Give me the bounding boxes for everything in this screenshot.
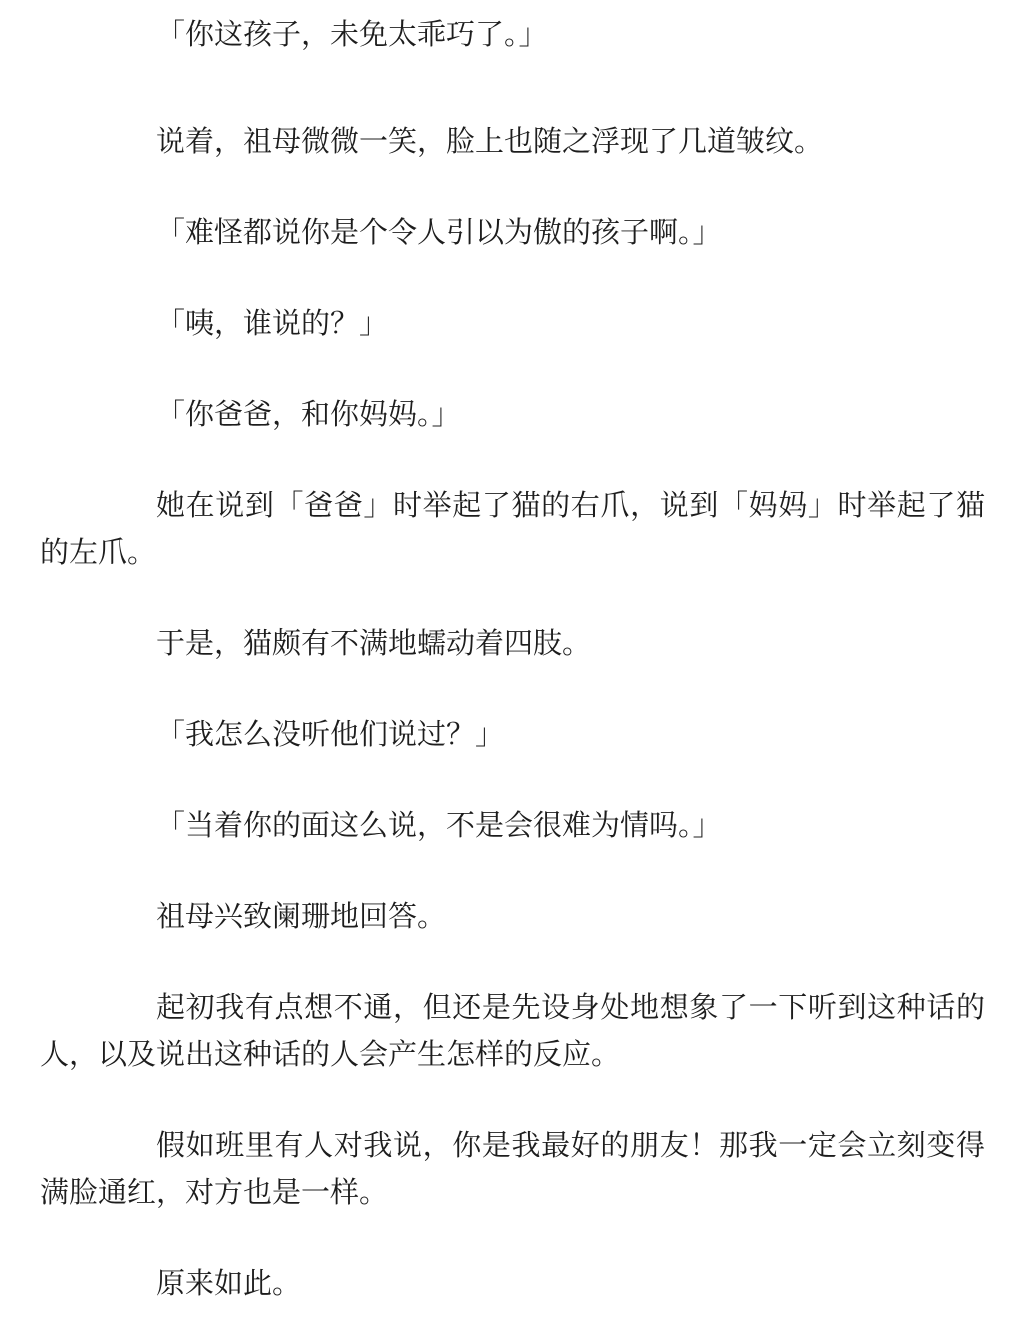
paragraph-11: 起初我有点想不通，但还是先设身处地想象了一下听到这种话的人，以及说出这种话的人会产生怎样的反应。 bbox=[40, 992, 985, 1071]
paragraph-6: 她在说到「爸爸」时举起了猫的右爪，说到「妈妈」时举起了猫的左爪。 bbox=[40, 490, 985, 569]
paragraph-13: 原来如此。 bbox=[156, 1268, 302, 1300]
paragraph-2: 说着，祖母微微一笑，脸上也随之浮现了几道皱纹。 bbox=[156, 126, 824, 158]
paragraph-7: 于是，猫颇有不满地蠕动着四肢。 bbox=[156, 628, 592, 660]
paragraph-8: 「我怎么没听他们说过？」 bbox=[156, 719, 505, 751]
paragraph-10: 祖母兴致阑珊地回答。 bbox=[156, 901, 447, 933]
paragraph-3: 「难怪都说你是个令人引以为傲的孩子啊。」 bbox=[156, 217, 722, 249]
paragraph-12: 假如班里有人对我说，你是我最好的朋友！那我一定会立刻变得满脸通红，对方也是一样。 bbox=[40, 1130, 985, 1209]
paragraph-4: 「咦，谁说的？」 bbox=[156, 308, 389, 340]
paragraph-5: 「你爸爸，和你妈妈。」 bbox=[156, 399, 461, 431]
paragraph-1: 「你这孩子，未免太乖巧了。」 bbox=[156, 19, 548, 51]
paragraph-9: 「当着你的面这么说，不是会很难为情吗。」 bbox=[156, 810, 722, 842]
